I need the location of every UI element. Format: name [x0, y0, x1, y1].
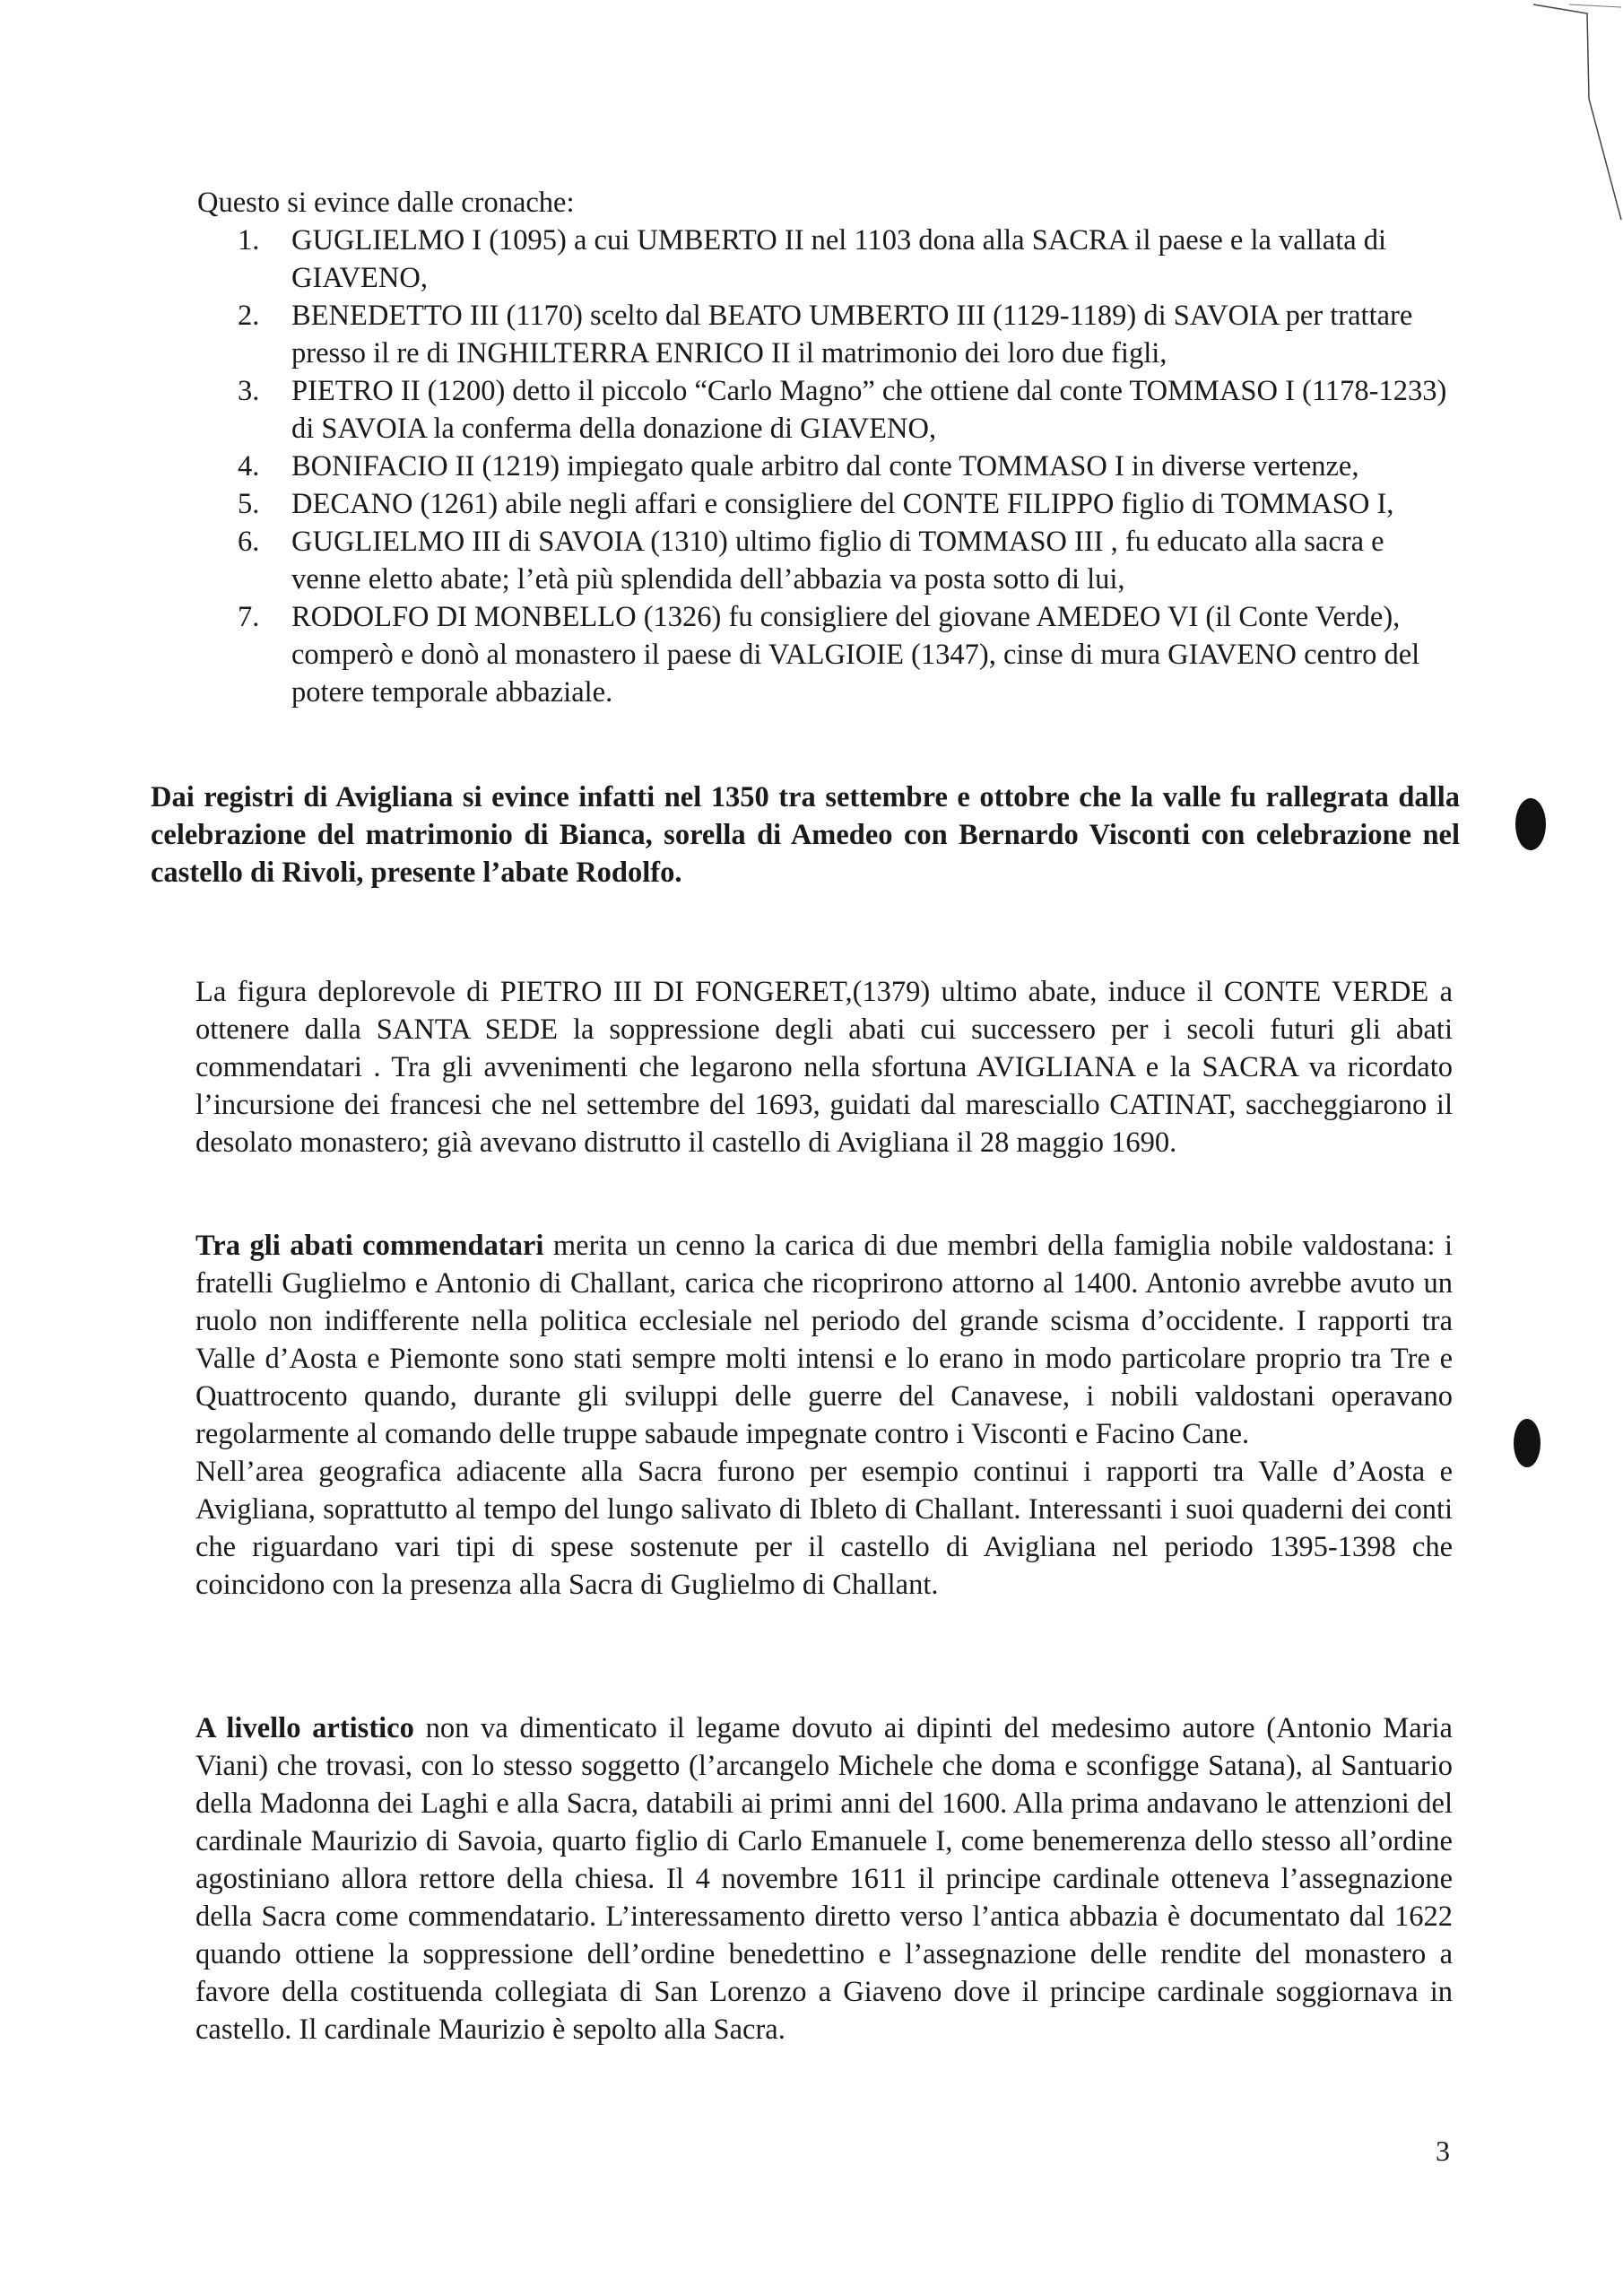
page-edge-scan-mark — [1524, 0, 1623, 233]
list-item — [197, 448, 1453, 485]
list-item — [197, 523, 1453, 598]
artistic-lead: A livello artistico — [195, 1712, 414, 1744]
punch-hole-mark — [1514, 1419, 1541, 1467]
list-item — [197, 297, 1453, 372]
list-item-text: BONIFACIO II (1219) impiegato quale arbitro dal conte TOMMASO I in diverse vertenze, — [291, 450, 1359, 483]
list-item-text: RODOLFO DI MONBELLO (1326) fu consigliere del giovane AMEDEO VI (il Conte Verde), comperò e donò al monastero il paese di VALGIOIE (1347), cinse di mura GIAVENO centro del potere temporale abbaziale. — [291, 601, 1420, 709]
commendatari-text — [195, 1227, 1453, 1453]
list-item — [197, 485, 1453, 523]
list-item-number: 2. — [238, 300, 260, 332]
list-item-text: DECANO (1261) abile negli affari e consigliere del CONTE FILIPPO figlio di TOMMASO I, — [291, 488, 1394, 520]
list-item-number: 7. — [238, 601, 260, 633]
list-item-number: 6. — [238, 526, 260, 558]
page-number: 3 — [1436, 2135, 1450, 2167]
list-item — [197, 222, 1453, 297]
artistic-body: non va dimenticato il legame dovuto ai dipinti del medesimo autore (Antonio Maria Viani) che trovasi, con lo stesso soggetto (l’arcangelo Michele che doma e sconfigge Satana), al Santuario della Madonna dei Laghi e alla Sacra, databili ai primi anni del 1600. Alla prima andavano le attenzioni del cardinale Maurizio di Savoia, quarto figlio di Carlo Emanuele I, come benemerenza dello stesso all’ordine agostiniano allora rettore della chiesa. Il 4 novembre 1611 il principe cardinale otteneva l’assegnazione della Sacra come commendatario. L’interessamento diretto verso l’antica abbazia è documentato dal 1622 quando ottiene la soppressione dell’ordine benedettino e l’assegnazione delle rendite del monastero a favore della costituenda collegiata di San Lorenzo a Giaveno dove il principe cardinale soggiornava in castello. Il cardinale Maurizio è sepolto alla Sacra. — [195, 1712, 1453, 2046]
artistic-text — [195, 1709, 1453, 2048]
registry-paragraph: Dai registri di Avigliana si evince infatti nel 1350 tra settembre e ottobre che la valle fu rallegrata dalla celebrazione del matrimonio di Bianca, sorella di Amedeo con Bernardo Visconti con celebrazione nel castello di Rivoli, presente l’abate Rodolfo. — [151, 781, 1460, 889]
chronicle-section — [197, 184, 1453, 711]
commendatari-lead: Tra gli abati commendatari — [195, 1230, 544, 1262]
list-item-number: 1. — [238, 224, 260, 257]
challant-text: Nell’area geografica adiacente alla Sacra furono per esempio continui i rapporti tra Valle d’Aosta e Avigliana, soprattutto al tempo del lungo salivato di Ibleto di Challant. Interessanti i suoi quaderni dei conti che riguardano vari tipi di spese sostenute per il castello di Avigliana nel periodo 1395-1398 che coincidono con la presenza alla Sacra di Guglielmo di Challant. — [195, 1456, 1453, 1601]
abbot-list — [197, 222, 1453, 711]
list-item-text: GUGLIELMO I (1095) a cui UMBERTO II nel 1103 dona alla SACRA il paese e la vallata di GIAVENO, — [291, 224, 1387, 294]
punch-hole-mark — [1515, 798, 1546, 850]
artistic-paragraph — [195, 1709, 1453, 2048]
commendatari-paragraph — [195, 1227, 1453, 1604]
list-item-number: 5. — [238, 488, 260, 520]
list-item-text: BENEDETTO III (1170) scelto dal BEATO UMBERTO III (1129-1189) di SAVOIA per trattare presso il re di INGHILTERRA ENRICO II il matrimonio dei loro due figli, — [291, 300, 1413, 370]
list-item — [197, 598, 1453, 711]
commendatari-body: merita un cenno la carica di due membri della famiglia nobile valdostana: i fratelli Guglielmo e Antonio di Challant, carica che ricoprirono attorno al 1400. Antonio avrebbe avuto un ruolo non indifferente nella politica ecclesiale nel periodo del grande scisma d’occidente. I rapporti tra Valle d’Aosta e Piemonte sono stati sempre molti intensi e lo erano in modo particolare proprio tra Tre e Quattrocento quando, durante gli sviluppi delle guerre del Canavese, i nobili valdostani operavano regolarmente al comando delle truppe sabaude impegnate contro i Visconti e Facino Cane. — [195, 1230, 1453, 1450]
list-item-number: 3. — [238, 375, 260, 407]
fongeret-paragraph: La figura deplorevole di PIETRO III DI FONGERET,(1379) ultimo abate, induce il CONTE VERDE a ottenere dalla SANTA SEDE la soppressione degli abati cui successero per i secoli futuri gli abati commendatari . Tra gli avvenimenti che legarono nella sfortuna AVIGLIANA e la SACRA va ricordato l’incursione dei francesi che nel settembre del 1693, guidati dal maresciallo CATINAT, saccheggiarono il desolato monastero; già avevano distrutto il castello di Avigliana il 28 maggio 1690. — [195, 976, 1453, 1159]
list-item-text: PIETRO II (1200) detto il piccolo “Carlo Magno” che ottiene dal conte TOMMASO I (1178-1233) di SAVOIA la conferma della donazione di GIAVENO, — [291, 375, 1447, 445]
list-item-text: GUGLIELMO III di SAVOIA (1310) ultimo figlio di TOMMASO III , fu educato alla sacra e venne eletto abate; l’età più splendida dell’abbazia va posta sotto di lui, — [291, 526, 1384, 596]
intro-line: Questo si evince dalle cronache: — [197, 187, 575, 219]
list-item-number: 4. — [238, 450, 260, 483]
list-item — [197, 372, 1453, 448]
